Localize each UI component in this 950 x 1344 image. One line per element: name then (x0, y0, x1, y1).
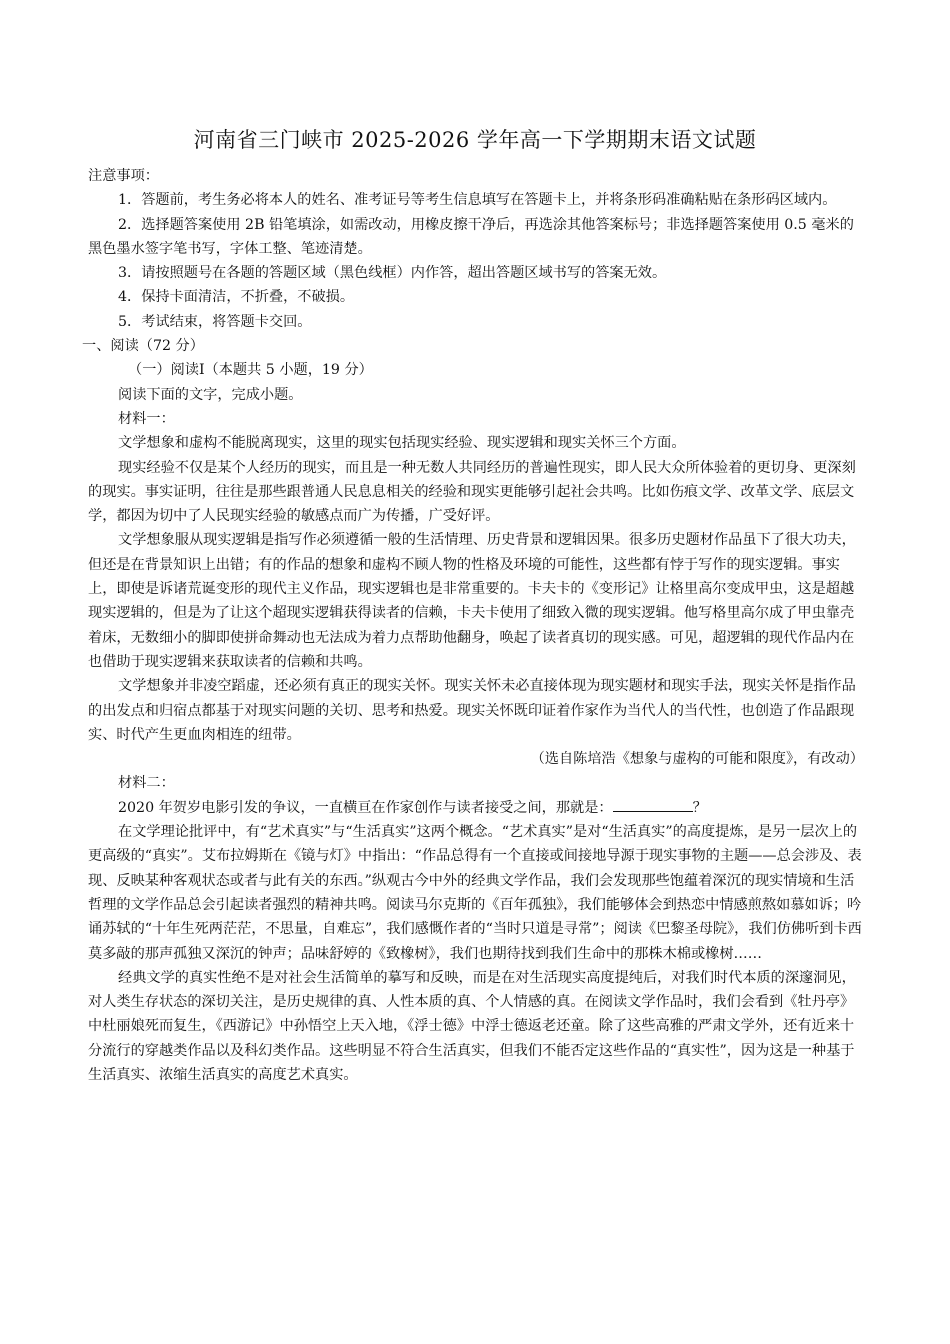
material2-question-mark: ？ (692, 799, 707, 816)
notice-item: 3．请按照题号在各题的答题区域（黑色线框）内作答，超出答题区域书写的答案无效。 (118, 265, 667, 282)
section-heading: 一、阅读（72 分） (82, 338, 204, 355)
material1-source: （选自陈培浩《想象与虚构的可能和限度》，有改动） (530, 751, 864, 768)
notice-item: 2．选择题答案使用 2B 铅笔填涂，如需改动，用橡皮擦干净后，再选涂其他答案标号；非选择题答案使用 0.5 毫米的黑色墨水签字笔书写，字体工整、笔迹清楚。 (88, 216, 854, 257)
material1-paragraph: 现实经验不仅是某个人经历的现实，而且是一种无数人共同经历的普遍性现实，即人民大众所体验着的更切身、更深刻的现实。事实证明，往往是那些跟普通人民息息相关的经验和现实更能够引起社会共鸣。比如伤痕文学、改革文学、底层文学，都因为切中了人民现实经验的敏感点而广为传播，广受好评。 (88, 459, 856, 525)
page-title: 河南省三门峡市 2025-2026 学年高一下学期期末语文试题 (193, 128, 757, 152)
notice-item: 1．答题前，考生务必将本人的姓名、准考证号等考生信息填写在答题卡上，并将条形码准确粘贴在条形码区域内。 (118, 192, 837, 209)
material1-label: 材料一： (118, 410, 175, 427)
notice-heading: 注意事项： (88, 168, 159, 184)
material2-question-text: 2020 年贺岁电影引发的争议，一直横亘在作家创作与读者接受之间，那就是： (118, 799, 613, 816)
exam-body (82, 164, 864, 1087)
notice-item: 4．保持卡面清洁，不折叠，不破损。 (118, 289, 355, 306)
material1-paragraph: 文学想象和虚构不能脱离现实，这里的现实包括现实经验、现实逻辑和现实关怀三个方面。 (118, 435, 686, 452)
material2-paragraph: 经典文学的真实性绝不是对社会生活简单的摹写和反映，而是在对生活现实高度提纯后，对我们时代本质的深邃洞见，对人类生存状态的深切关注，是历史规律的真、人性本质的真、个人情感的真。在阅读文学作品时，我们会看到《牡丹亭》中杜丽娘死而复生，《西游记》中孙悟空上天入地，《浮士德》中浮士德返老还童。除了这些高雅的严肃文学外，还有近来十分流行的穿越类作品以及科幻类作品。这些明显不符合生活真实，但我们不能否定这些作品的“真实性”，因为这是一种基于生活真实、浓缩生活真实的高度艺术真实。 (88, 969, 856, 1083)
material2-paragraph-question (88, 796, 864, 820)
notice-item: 5．考试结束，将答题卡交回。 (118, 313, 312, 330)
section-instruction: 阅读下面的文字，完成小题。 (118, 386, 303, 403)
material2-label: 材料二： (118, 775, 175, 792)
answer-blank (613, 797, 693, 812)
material1-paragraph: 文学想象并非凌空蹈虚，还必须有真正的现实关怀。现实关怀未必直接体现为现实题材和现实手法，现实关怀是指作品的出发点和归宿点都基于对现实问题的关切、思考和热爱。现实关怀既印证着作家作为当代人的当代性，也创造了作品跟现实、时代产生更血肉相连的纽带。 (88, 678, 856, 743)
section-subheading: （一）阅读Ⅰ（本题共 5 小题，19 分） (128, 362, 373, 379)
material1-paragraph: 文学想象服从现实逻辑是指写作必须遵循一般的生活情理、历史背景和逻辑因果。很多历史题材作品虽下了很大功夫，但还是在背景知识上出错；有的作品的想象和虚构不顾人物的性格及环境的可能性，这些都有悖于写作的现实逻辑。事实上，即使是诉诸荒诞变形的现代主义作品，现实逻辑也是非常重要的。卡夫卡的《变形记》让格里高尔变成甲虫，这是超越现实逻辑的，但是为了让这个超现实逻辑获得读者的信赖，卡夫卡使用了细致入微的现实逻辑。他写格里高尔成了甲虫靠壳着床，无数细小的脚即使拼命舞动也无法成为着力点帮助他翻身，唤起了读者真切的现实感。可见，超逻辑的现代作品内在也借助于现实逻辑来获取读者的信赖和共鸣。 (88, 532, 856, 670)
material2-paragraph: 在文学理论批评中，有“艺术真实”与“生活真实”这两个概念。“艺术真实”是对“生活真实”的高度提炼，是另一层次上的更高级的“真实”。艾布拉姆斯在《镜与灯》中指出：“作品总得有一个直接或间接地导源于现实事物的主题——总会涉及、表现、反映某种客观状态或者与此有关的东西。”纵观古今中外的经典文学作品，我们会发现那些饱蕴着深沉的现实情境和生活哲理的文学作品总会引起读者强烈的精神共鸣。阅读马尔克斯的《百年孤独》，我们能够体会到热恋中情感煎熬如慕如诉；吟诵苏轼的“十年生死两茫茫，不思量，自难忘”，我们感慨作者的“当时只道是寻常”；阅读《巴黎圣母院》，我们仿佛听到卡西莫多敲的那声孤独又深沉的钟声；品味舒婷的《致橡树》，我们也期待找到我们生命中的那株木棉或橡树…… (88, 824, 862, 962)
